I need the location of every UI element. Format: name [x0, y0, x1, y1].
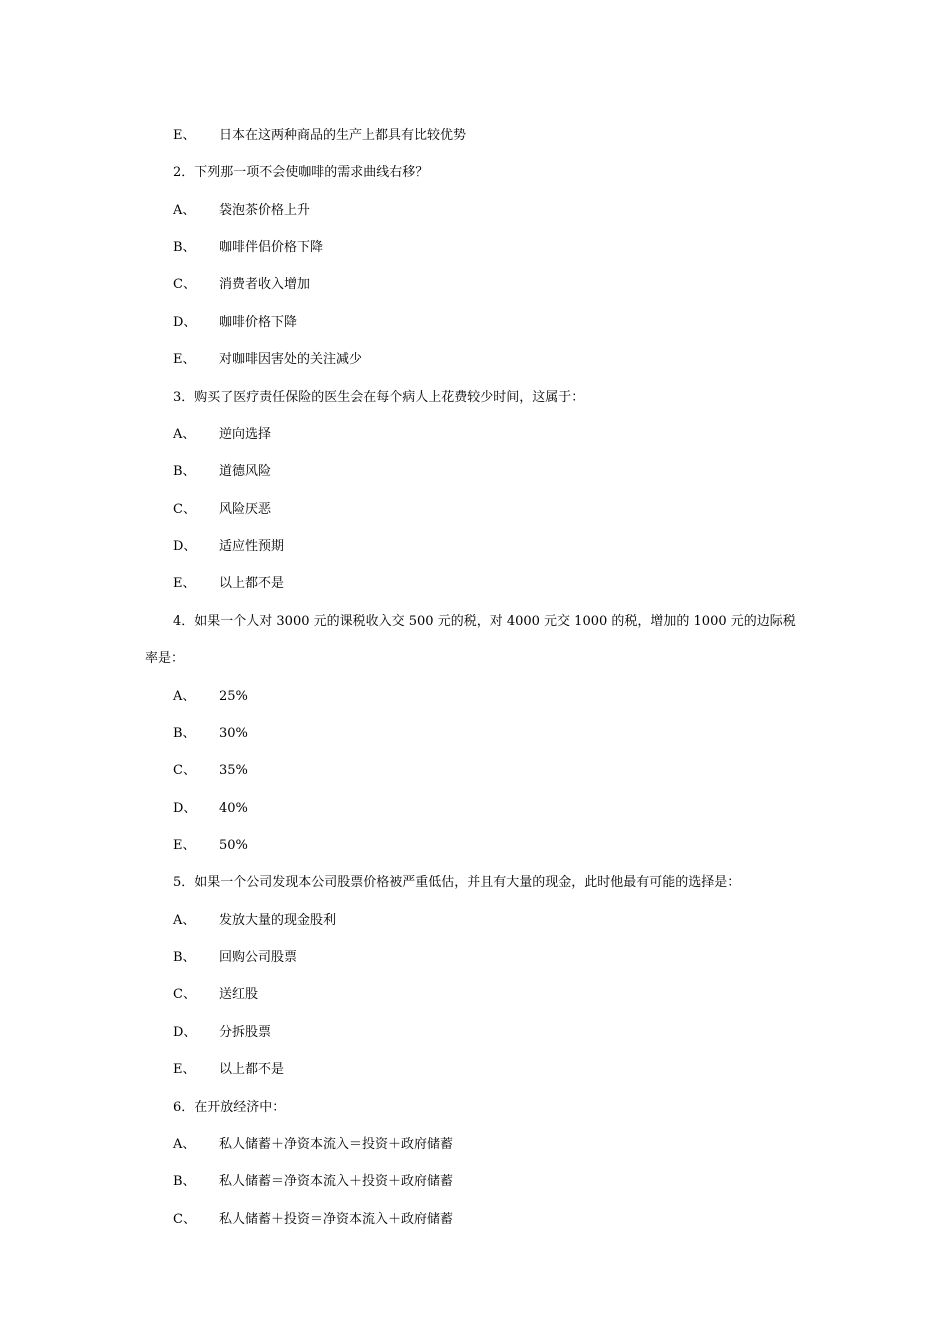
question-text: 4．如果一个人对 3000 元的课税收入交 500 元的税，对 4000 元交 1000 的税，增加的 1000 元的边际税	[173, 614, 796, 629]
option-letter: C、	[173, 987, 196, 1002]
option-letter: B、	[173, 726, 196, 741]
question-text: 2．下列那一项不会使咖啡的需求曲线右移？	[173, 165, 429, 180]
option-letter: E、	[173, 576, 196, 591]
question-text: 6．在开放经济中：	[173, 1100, 286, 1115]
option-text: 40%	[219, 801, 248, 816]
option-letter: C、	[173, 763, 196, 778]
option-letter: E、	[173, 128, 196, 143]
option-text: 日本在这两种商品的生产上都具有比较优势	[219, 128, 467, 143]
option-letter: A、	[173, 427, 196, 442]
option-text: 私人储蓄＋投资＝净资本流入＋政府储蓄	[219, 1212, 454, 1227]
option-letter: E、	[173, 838, 196, 853]
question-text: 5．如果一个公司发现本公司股票价格被严重低估，并且有大量的现金，此时他最有可能的选择是：	[173, 875, 741, 890]
option-letter: D、	[173, 539, 197, 554]
option-letter: B、	[173, 240, 196, 255]
option-text: 发放大量的现金股利	[219, 913, 337, 928]
option-letter: C、	[173, 502, 196, 517]
option-text: 35%	[219, 763, 248, 778]
option-text: 以上都不是	[219, 1062, 285, 1077]
option-letter: A、	[173, 1137, 196, 1152]
option-letter: D、	[173, 801, 197, 816]
option-text: 私人储蓄＋净资本流入＝投资＋政府储蓄	[219, 1137, 454, 1152]
option-text: 50%	[219, 838, 248, 853]
question-text: 3．购买了医疗责任保险的医生会在每个病人上花费较少时间，这属于：	[173, 390, 585, 405]
option-text: 分拆股票	[219, 1025, 272, 1040]
option-text: 对咖啡因害处的关注减少	[219, 352, 363, 367]
option-letter: D、	[173, 1025, 197, 1040]
option-letter: D、	[173, 315, 197, 330]
option-text: 回购公司股票	[219, 950, 298, 965]
option-text: 以上都不是	[219, 576, 285, 591]
option-text: 25%	[219, 689, 248, 704]
option-text: 私人储蓄＝净资本流入＋投资＋政府储蓄	[219, 1174, 454, 1189]
option-text: 适应性预期	[219, 539, 285, 554]
option-letter: A、	[173, 203, 196, 218]
option-text: 逆向选择	[219, 427, 272, 442]
option-letter: A、	[173, 689, 196, 704]
option-letter: B、	[173, 950, 196, 965]
question-continuation: 率是：	[145, 651, 185, 666]
option-letter: A、	[173, 913, 196, 928]
option-text: 咖啡价格下降	[219, 315, 298, 330]
option-text: 送红股	[219, 987, 259, 1002]
option-text: 风险厌恶	[219, 502, 272, 517]
option-text: 30%	[219, 726, 248, 741]
option-letter: C、	[173, 277, 196, 292]
option-text: 咖啡伴侣价格下降	[219, 240, 324, 255]
option-text: 消费者收入增加	[219, 277, 311, 292]
option-letter: B、	[173, 464, 196, 479]
option-text: 道德风险	[219, 464, 272, 479]
option-letter: B、	[173, 1174, 196, 1189]
option-letter: E、	[173, 352, 196, 367]
option-letter: C、	[173, 1212, 196, 1227]
option-text: 袋泡茶价格上升	[219, 203, 311, 218]
option-letter: E、	[173, 1062, 196, 1077]
